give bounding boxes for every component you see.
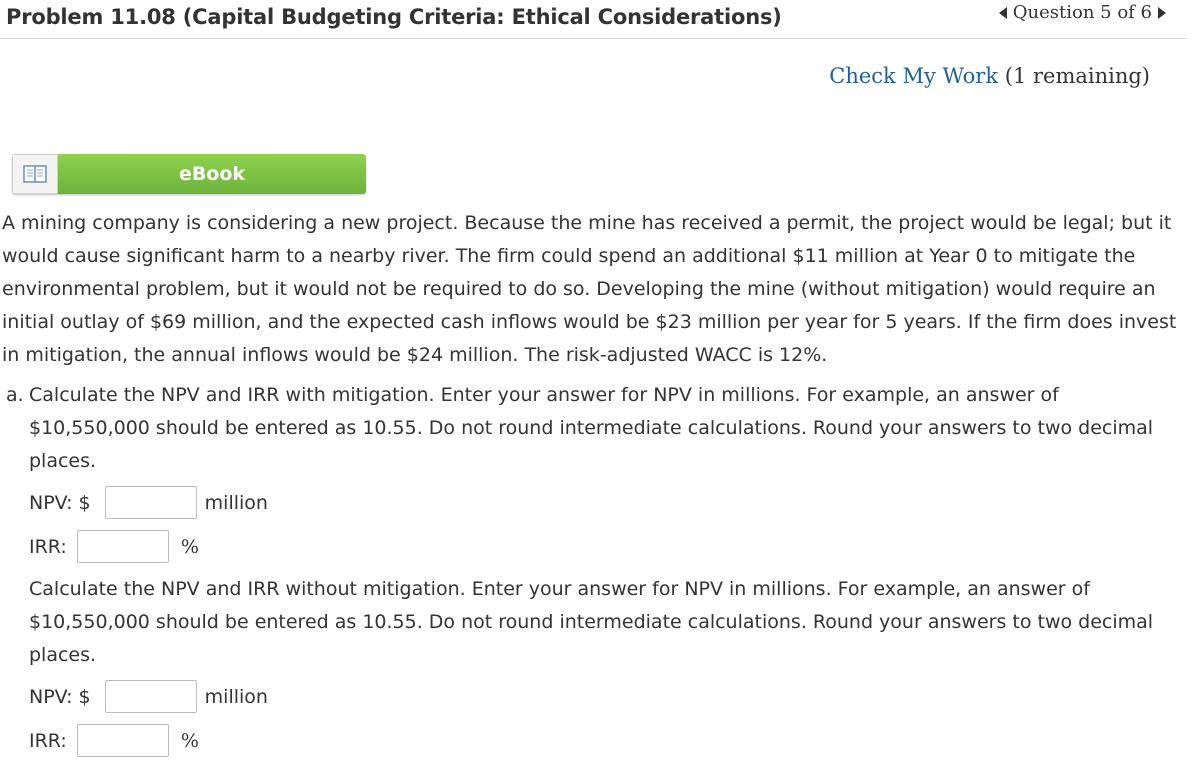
part-a-instructions-without bbox=[6, 573, 1166, 672]
previous-question-icon[interactable] bbox=[999, 7, 1007, 19]
npv-without-mitigation-input[interactable] bbox=[105, 680, 197, 713]
npv-label: NPV: $ bbox=[29, 491, 91, 514]
npv-label: NPV: $ bbox=[29, 685, 91, 708]
check-my-work-link[interactable]: Check My Work bbox=[829, 64, 999, 88]
irr-unit: % bbox=[180, 535, 199, 558]
ebook-button[interactable] bbox=[12, 154, 366, 194]
part-a-instructions-with bbox=[6, 379, 1166, 478]
npv-unit: million bbox=[204, 685, 268, 708]
open-book-icon bbox=[12, 154, 58, 194]
part-letter: a. bbox=[6, 384, 24, 406]
irr-without-row bbox=[29, 724, 199, 757]
attempts-remaining: (1 remaining) bbox=[1004, 64, 1150, 88]
header-bar bbox=[0, 0, 1186, 39]
irr-with-row bbox=[29, 530, 199, 563]
irr-with-mitigation-input[interactable] bbox=[77, 530, 169, 563]
problem-statement: A mining company is considering a new project. Because the mine has received a permit, the project would be legal; but it would cause significant harm to a nearby river. The firm could spend an additional $11 million at Year 0 to mitigate the environmental problem, but it would not be required to do so. Developing the mine (without mitigation) would require an initial outlay of $69 million, and the expected cash inflows would be $23 million per year for 5 years. If the firm does invest in mitigation, the annual inflows would be $24 million. The risk-adjusted WACC is 12%. bbox=[2, 212, 1177, 366]
irr-without-mitigation-input[interactable] bbox=[77, 724, 169, 757]
check-my-work bbox=[829, 64, 1150, 88]
npv-with-mitigation-input[interactable] bbox=[105, 486, 197, 519]
irr-unit: % bbox=[180, 729, 199, 752]
question-navigator bbox=[999, 2, 1166, 23]
instructions-without-mitigation: Calculate the NPV and IRR without mitigation. Enter your answer for NPV in millions. For example, an answer of $10,550,000 should be entered as 10.55. Do not round intermediate calculations. Round your answers to two decimal places. bbox=[29, 578, 1154, 666]
npv-without-row bbox=[29, 680, 268, 713]
ebook-label: eBook bbox=[58, 154, 366, 194]
next-question-icon[interactable] bbox=[1158, 7, 1166, 19]
npv-with-row bbox=[29, 486, 268, 519]
question-counter: Question 5 of 6 bbox=[1012, 2, 1152, 23]
npv-unit: million bbox=[204, 491, 268, 514]
page-title: Problem 11.08 (Capital Budgeting Criteria: Ethical Considerations) bbox=[6, 5, 782, 29]
irr-label: IRR: bbox=[29, 729, 67, 752]
instructions-with-mitigation: Calculate the NPV and IRR with mitigation. Enter your answer for NPV in millions. For example, an answer of $10,550,000 should be entered as 10.55. Do not round intermediate calculations. Round your answers to two decimal places. bbox=[29, 384, 1154, 472]
irr-label: IRR: bbox=[29, 535, 67, 558]
